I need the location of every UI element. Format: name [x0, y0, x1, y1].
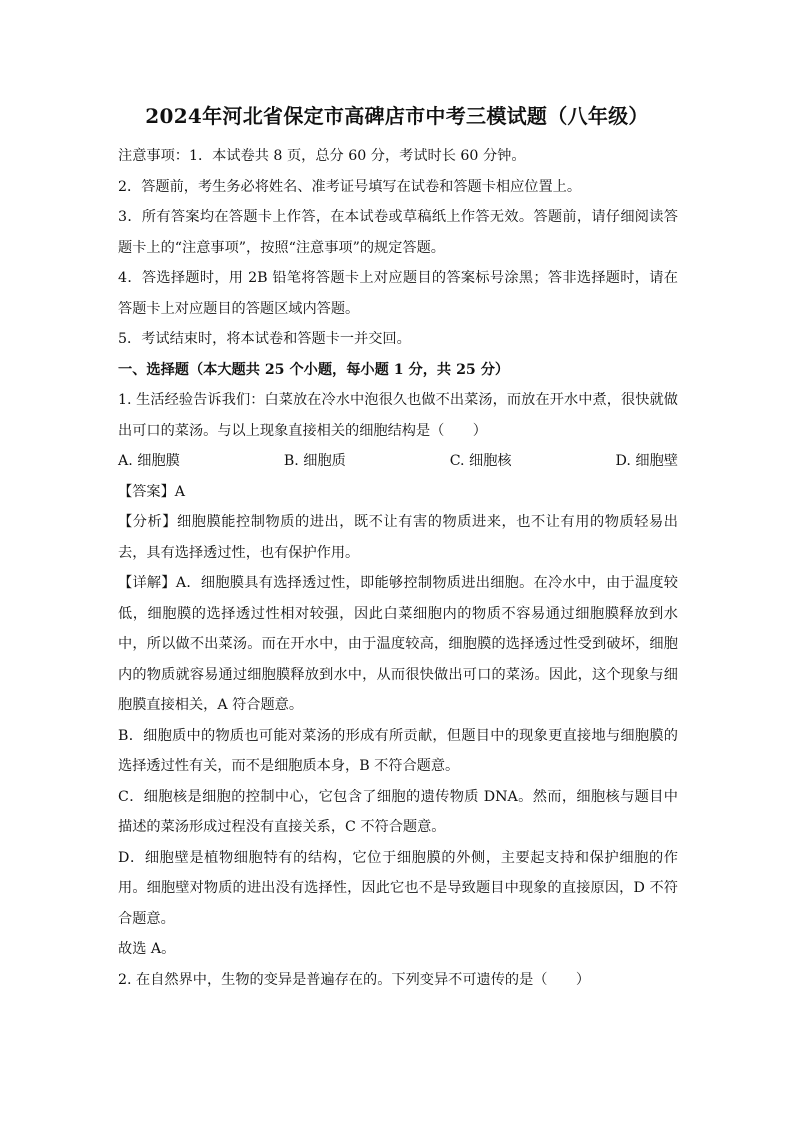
notice-line-3: 3．所有答案均在答题卡上作答，在本试卷或草稿纸上作答无效。答题前，请仔细阅读答题卡上的“注意事项”，按照“注意事项”的规定答题。	[118, 209, 678, 256]
notice-line-1: 注意事项：1．本试卷共 8 页，总分 60 分，考试时长 60 分钟。	[118, 148, 526, 164]
question-1-stem: 1. 生活经验告诉我们：白菜放在冷水中泡很久也做不出菜汤，而放在开水中煮，很快就做出可口的菜汤。与以上现象直接相关的细胞结构是（ ）	[118, 392, 678, 439]
document-body	[118, 141, 678, 995]
analysis-paragraph: 【分析】细胞膜能控制物质的进出，既不让有害的物质进来，也不让有用的物质轻易出去，具有选择透过性，也有保护作用。	[118, 514, 678, 561]
notice-line-2: 2．答题前，考生务必将姓名、准考证号填写在试卷和答题卡相应位置上。	[118, 178, 582, 195]
question-2-stem: 2. 在自然界中，生物的变异是普遍存在的。下列变异不可遗传的是（ ）	[118, 971, 591, 988]
conclusion-line: 故选 A。	[118, 941, 176, 957]
option-c: C. 细胞核	[449, 453, 512, 469]
detail-a-paragraph: 【详解】A．细胞膜具有选择透过性，即能够控制物质进出细胞。在冷水中，由于温度较低，细胞膜的选择透过性相对较强，因此白菜细胞内的物质不容易通过细胞膜释放到水中，所以做不出菜汤。而在开水中，由于温度较高，细胞膜的选择透过性受到破坏，细胞内的物质就容易通过细胞膜释放到水中，从而很快做出可口的菜汤。因此，这个现象与细胞膜直接相关，A 符合题意。	[118, 575, 678, 713]
notice-line-4: 4．答选择题时，用 2B 铅笔将答题卡上对应题目的答案标号涂黑；答非选择题时，请在答题卡上对应题目的答题区域内答题。	[118, 270, 678, 317]
question-1-options	[118, 446, 678, 477]
page-title: 2024年河北省保定市高碑店市中考三模试题（八年级）	[145, 104, 649, 128]
option-d: D. 细胞壁	[615, 453, 678, 469]
option-a: A. 细胞膜	[118, 453, 180, 469]
detail-d-paragraph: D．细胞壁是植物细胞特有的结构，它位于细胞膜的外侧，主要起支持和保护细胞的作用。细胞壁对物质的进出没有选择性，因此它也不是导致题目中现象的直接原因，D 不符合题意。	[118, 849, 678, 927]
notice-line-5: 5．考试结束时，将本试卷和答题卡一并交回。	[118, 331, 411, 347]
section-heading: 一、选择题（本大题共 25 个小题，每小题 1 分，共 25 分）	[118, 361, 510, 378]
answer-line: 【答案】A	[118, 483, 185, 500]
detail-b-paragraph: B．细胞质中的物质也可能对菜汤的形成有所贡献，但题目中的现象更直接地与细胞膜的选择透过性有关，而不是细胞质本身，B 不符合题意。	[118, 727, 678, 774]
detail-c-paragraph: C．细胞核是细胞的控制中心，它包含了细胞的遗传物质 DNA。然而，细胞核与题目中描述的菜汤形成过程没有直接关系，C 不符合题意。	[118, 788, 678, 835]
option-b: B. 细胞质	[283, 453, 346, 469]
